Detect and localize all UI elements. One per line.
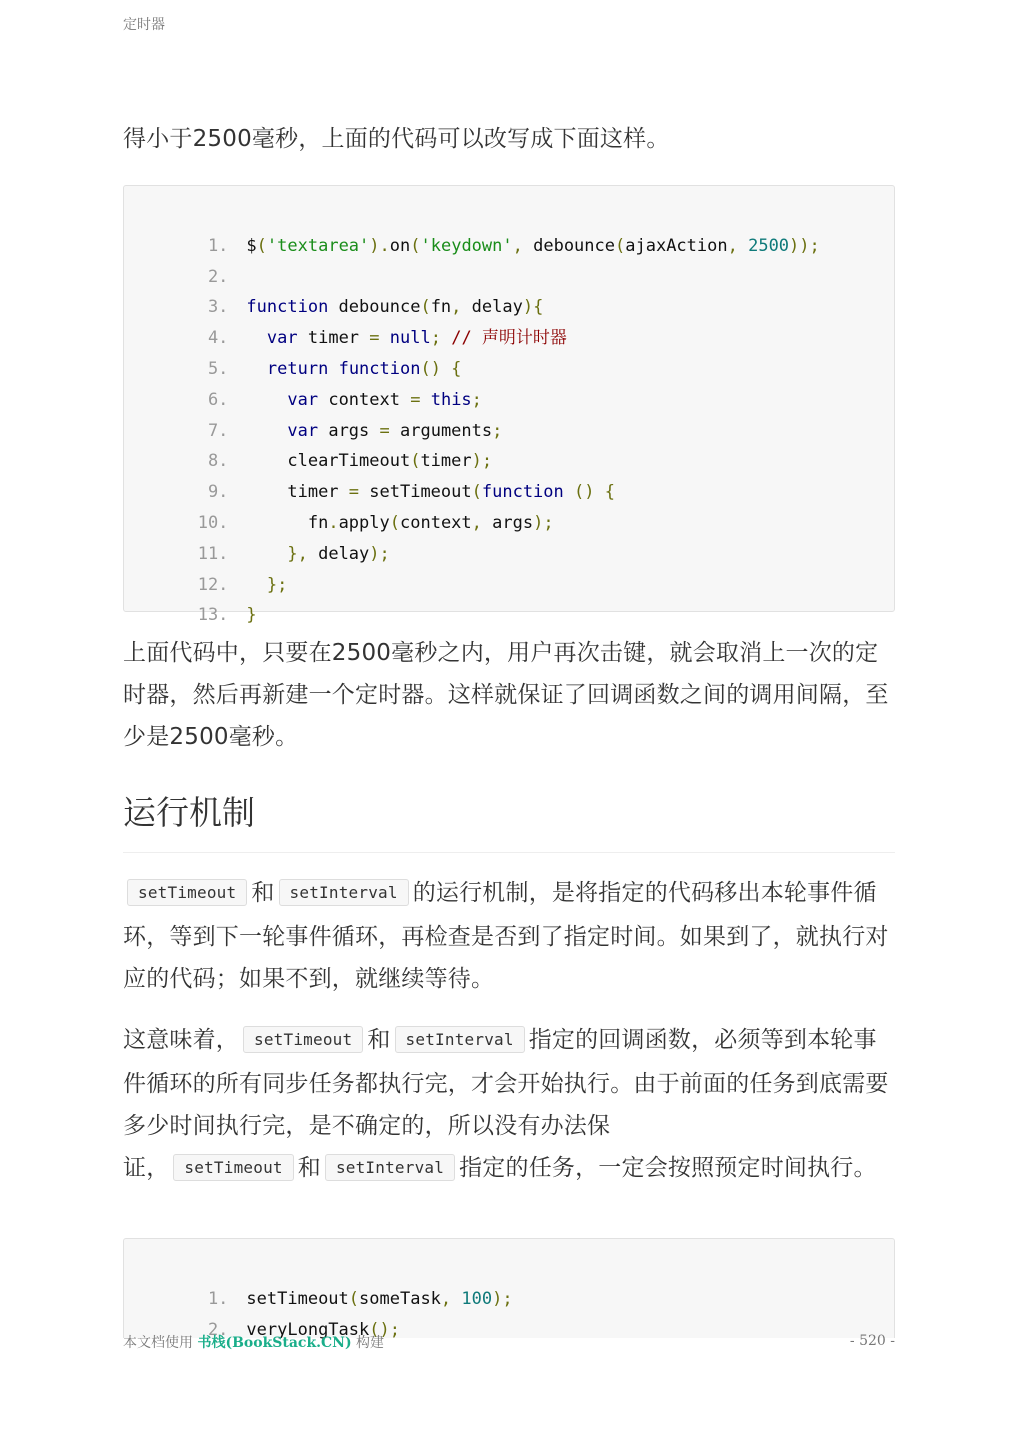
code-token: }; — [266, 574, 288, 595]
code-line — [124, 446, 894, 503]
inline-code: setInterval — [325, 1154, 455, 1181]
code-token: arguments — [389, 420, 493, 441]
code-token: ( — [471, 482, 482, 503]
code-token: , — [727, 235, 749, 256]
text-span: 证， — [123, 1155, 170, 1181]
footer-brand-link[interactable]: 书栈(BookStack.CN) — [197, 1335, 352, 1351]
code-token: , — [512, 235, 534, 256]
text-span: 的运行机制，是将指定的代码移出本轮事件循环，等到下一轮事件循环，再检查是否到了指定时间。如果到了，就执行对应的代码；如果不到，就继续等待。 — [123, 880, 889, 992]
code-token: context — [318, 389, 411, 410]
inline-code: setTimeout — [173, 1154, 293, 1181]
inline-code: setTimeout — [127, 879, 247, 906]
code-line — [124, 323, 894, 379]
text-span: 和 — [367, 1027, 391, 1053]
footer-suffix: 构建 — [351, 1335, 385, 1351]
code-token: ( — [256, 235, 267, 256]
code-token: () { — [563, 482, 615, 503]
code-token: ( — [389, 512, 400, 533]
code-line — [124, 385, 894, 441]
code-token: = — [379, 420, 390, 441]
code-token: ; — [430, 328, 452, 349]
code-line — [124, 200, 894, 256]
line-number: 2. — [207, 266, 229, 287]
implication-paragraph — [123, 1019, 895, 1191]
running-header: 定时器 — [123, 17, 165, 33]
code-token: ( — [615, 235, 626, 256]
code-token: ( — [410, 451, 421, 472]
code-token: debounce — [533, 235, 615, 256]
inline-code: setInterval — [395, 1026, 525, 1053]
code-token: args — [318, 420, 380, 441]
explanation-paragraph: 上面代码中，只要在2500毫秒之内，用户再次击键，就会取消上一次的定时器，然后再新建一个定时器。这样就保证了回调函数之间的调用间隔，至少是2500毫秒。 — [123, 640, 889, 750]
code-token: function — [338, 358, 421, 379]
code-line — [124, 231, 894, 287]
line-number: 7. — [207, 420, 229, 441]
code-token: delay — [318, 543, 370, 564]
code-token: null — [389, 328, 431, 349]
intro-paragraph: 得小于2500毫秒，上面的代码可以改写成下面这样。 — [123, 126, 670, 152]
code-token: ). — [369, 235, 390, 256]
code-token: return — [266, 358, 329, 379]
code-token: function — [481, 482, 564, 503]
code-token: () { — [420, 358, 462, 379]
code-token: veryLongTask — [246, 1319, 370, 1340]
text-span: 指定的任务，一定会按照预定时间执行。 — [459, 1155, 877, 1181]
code-token: 2500 — [748, 235, 790, 256]
inline-code: setTimeout — [243, 1026, 363, 1053]
line-number: 3. — [207, 297, 229, 318]
code-line — [124, 1253, 894, 1309]
code-line — [124, 416, 894, 472]
line-number: 6. — [207, 389, 229, 410]
code-token: ( — [420, 297, 431, 318]
footer-prefix: 本文档使用 — [123, 1335, 198, 1351]
text-span: 和 — [297, 1155, 321, 1181]
text-span: 这意味着， — [123, 1027, 239, 1053]
line-number: 8. — [207, 451, 229, 472]
code-token: fn — [430, 297, 452, 318]
line-number: 13. — [197, 605, 229, 626]
line-number: 12. — [197, 574, 229, 595]
code-line — [124, 292, 894, 349]
code-token: (); — [369, 1319, 400, 1340]
code-token: ); — [533, 512, 554, 533]
code-token: timer — [246, 482, 349, 503]
line-number: 1. — [207, 1288, 229, 1309]
code-token: 100 — [461, 1288, 493, 1309]
code-token: delay — [471, 297, 523, 318]
code-token: )); — [789, 235, 820, 256]
code-token: function — [246, 297, 329, 318]
code-token: var — [266, 328, 298, 349]
code-token: ( — [348, 1288, 360, 1309]
code-token: 'keydown' — [420, 235, 513, 256]
code-token: ); — [471, 451, 493, 472]
code-token: ajaxAction — [625, 235, 728, 256]
code-token: 'textarea' — [266, 235, 370, 256]
code-token: timer — [420, 451, 472, 472]
code-token: this — [430, 389, 472, 410]
page-content — [123, 118, 895, 1191]
code-line — [124, 570, 894, 626]
code-token: apply — [338, 512, 390, 533]
code-token: = — [369, 328, 380, 349]
code-token: fn — [246, 512, 329, 533]
code-token: = — [348, 482, 360, 503]
line-number: 2. — [207, 1319, 229, 1340]
code-token: var — [287, 389, 319, 410]
section-heading: 运行机制 — [123, 788, 895, 853]
text-span: 指定的回调函数，必须等到本轮事件循环的所有同步任务都执行完，才会开始执行。由于前面的任务到底需要多少时间执行完，是不确定的，所以没有办法保 — [123, 1027, 889, 1139]
code-token: , — [471, 512, 493, 533]
code-block-debounce — [123, 185, 895, 626]
code-token: } — [246, 605, 257, 626]
line-number: 5. — [207, 358, 229, 379]
code-token: . — [328, 512, 339, 533]
code-token: setTimeout — [246, 1288, 349, 1309]
footer-credit — [123, 1332, 384, 1352]
code-token: timer — [297, 328, 370, 349]
code-token: args — [492, 512, 534, 533]
line-number: 11. — [197, 543, 229, 564]
mechanism-paragraph — [123, 872, 895, 1000]
code-token: , — [451, 297, 472, 318]
code-token: , — [440, 1288, 462, 1309]
code-token: someTask — [359, 1288, 441, 1309]
code-line — [124, 539, 894, 595]
code-line — [124, 477, 894, 533]
page-number: - 520 - — [849, 1333, 895, 1349]
code-block-example — [123, 1238, 895, 1338]
line-number: 9. — [207, 482, 229, 503]
code-token: var — [287, 420, 319, 441]
code-line — [124, 354, 894, 410]
line-number: 1. — [207, 235, 229, 256]
code-line — [124, 508, 894, 564]
code-token: }, — [287, 543, 319, 564]
code-token: ( — [410, 235, 421, 256]
line-number: 10. — [197, 512, 229, 533]
code-token: setTimeout — [359, 482, 472, 503]
text-span: 和 — [251, 880, 275, 906]
code-token: ; — [471, 389, 482, 410]
code-token: clearTimeout — [246, 451, 411, 472]
code-line — [124, 1284, 894, 1340]
code-comment: // 声明计时器 — [451, 328, 567, 349]
code-token: = — [410, 389, 421, 410]
code-token: ); — [492, 1288, 513, 1309]
line-number: 4. — [207, 328, 229, 349]
code-token: on — [389, 235, 411, 256]
inline-code: setInterval — [279, 879, 409, 906]
code-token: context — [400, 512, 472, 533]
code-line — [124, 262, 894, 318]
code-token: ; — [492, 420, 503, 441]
code-block-clip — [123, 1238, 895, 1340]
code-token: ){ — [522, 297, 544, 318]
code-token: ); — [369, 543, 390, 564]
code-token: $ — [246, 235, 257, 256]
code-token: debounce — [328, 297, 421, 318]
